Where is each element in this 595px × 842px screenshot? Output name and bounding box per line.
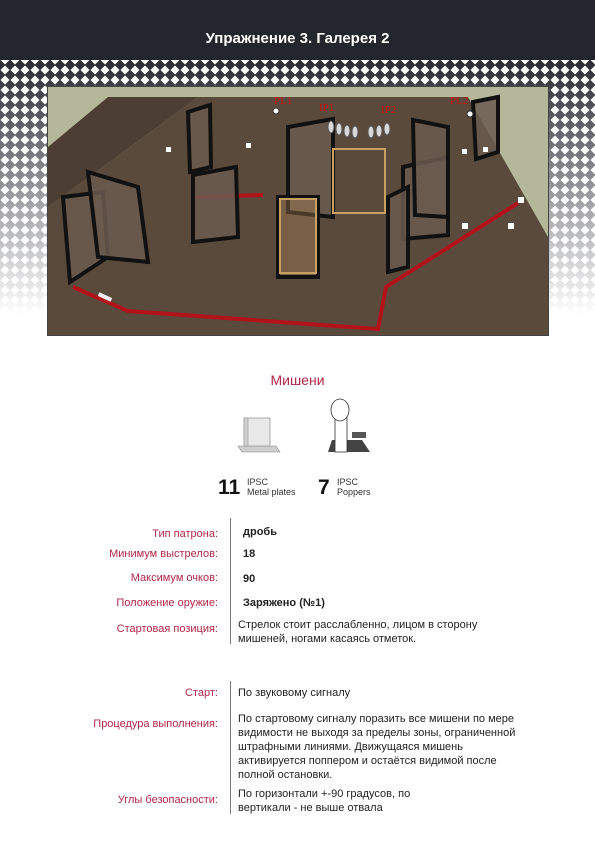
details-divider-top <box>230 518 231 644</box>
poppers-label: IPSC Poppers <box>337 477 371 497</box>
detail-label-min-shots: Минимум выстрелов: <box>109 548 218 560</box>
detail-value-min-shots: 18 <box>243 548 256 560</box>
detail-value-cartridge: дробь <box>243 526 277 538</box>
detail-value-safety-angles: По горизонтали +-90 градусов, по вертикали - не выше отвала <box>238 788 411 814</box>
metal-plates-label: IPSC Metal plates <box>247 477 296 497</box>
detail-label-max-points: Максимум очков: <box>130 572 218 584</box>
detail-value-start: По звуковому сигналу <box>238 687 351 699</box>
detail-label-safety-angles: Углы безопасности: <box>117 794 218 806</box>
label-pl1: PL1 <box>274 95 293 107</box>
label-ip2: IP2 <box>381 104 397 116</box>
detail-value-procedure: По стартовому сигналу поразить все мишени по мере видимости не выходя за пределы зоны, ограниченной штрафными линиями. Движущаяся мишень активируется поппером и остаётся видимой после полной остановки. <box>238 713 516 781</box>
targets-title: Мишени <box>270 372 325 388</box>
detail-value-weapon-state: Заряжено (№1) <box>243 597 325 609</box>
popper-icon <box>328 399 370 452</box>
page-title: Упражнение 3. Галерея 2 <box>205 30 390 47</box>
detail-label-procedure: Процедура выполнения: <box>93 718 218 730</box>
metal-plate-icon <box>238 418 280 452</box>
metal-plates-count: 11 <box>218 476 241 499</box>
details-divider-bottom <box>230 681 231 814</box>
label-pl2: PL2 <box>450 95 469 107</box>
detail-label-start-position: Стартовая позиция: <box>116 623 218 635</box>
detail-value-max-points: 90 <box>243 573 256 585</box>
detail-label-cartridge: Тип патрона: <box>152 528 218 540</box>
detail-value-start-position: Стрелок стоит расслабленно, лицом в сторону мишеней, ногами касаясь отметок. <box>238 619 478 645</box>
poppers-count: 7 <box>318 476 330 499</box>
detail-label-weapon-state: Положение оружие: <box>116 597 218 609</box>
label-ip1: IP1 <box>319 102 335 114</box>
detail-label-start: Старт: <box>185 687 218 699</box>
